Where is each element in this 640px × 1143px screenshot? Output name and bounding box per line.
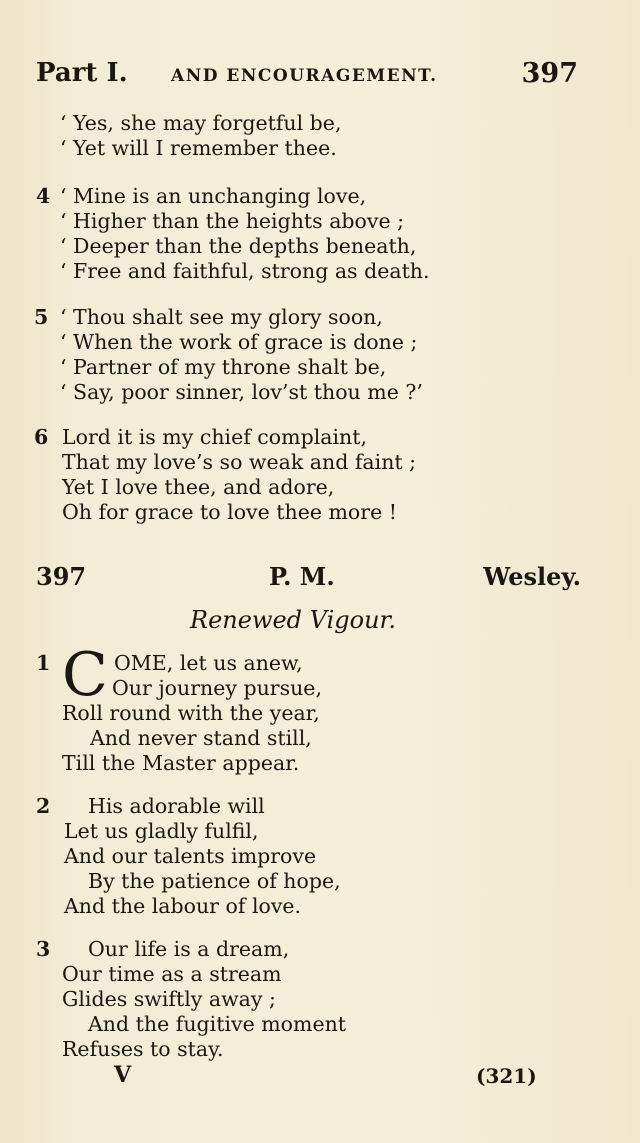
verse-line: By the patience of hope, — [88, 869, 341, 893]
verse-line: Till the Master appear. — [62, 751, 300, 775]
verse-line: And the fugitive moment — [88, 1012, 347, 1036]
verse-line: Our life is a dream, — [88, 937, 290, 961]
verse-line: Lord it is my chief complaint, — [62, 425, 367, 449]
stanza-number: 6 — [34, 425, 49, 449]
verse-line: ‘ Free and faithful, strong as death. — [60, 259, 430, 283]
verse-line: And never stand still, — [90, 726, 312, 750]
verse-line: Our journey pursue, — [112, 676, 322, 700]
verse-line: His adorable will — [88, 794, 265, 818]
stanza-number: 2 — [36, 794, 51, 818]
verse-line: ‘ Yet will I remember thee. — [60, 136, 337, 160]
verse-line: OME, let us anew, — [114, 651, 303, 675]
verse-line: ‘ Mine is an unchanging love, — [60, 184, 367, 208]
page-hymn-number: 397 — [521, 58, 578, 89]
page-number: (321) — [476, 1064, 537, 1088]
hymn-meter: P. M. — [269, 562, 335, 591]
hymn-number: 397 — [36, 562, 87, 591]
verse-line: That my love’s so weak and faint ; — [62, 450, 417, 474]
stanza-number: 3 — [36, 937, 51, 961]
part-label: Part I. — [36, 58, 128, 88]
verse-line: ‘ Thou shalt see my glory soon, — [60, 305, 383, 329]
section-title: AND ENCOURAGEMENT. — [171, 66, 438, 86]
verse-line: Oh for grace to love thee more ! — [62, 500, 397, 524]
verse-line: ‘ Say, poor sinner, lov’st thou me ?’ — [60, 380, 423, 404]
verse-line: ‘ Partner of my throne shalt be, — [60, 355, 387, 379]
verse-line: ‘ Deeper than the depths beneath, — [60, 234, 417, 258]
verse-line: Glides swiftly away ; — [62, 987, 276, 1011]
running-head — [36, 58, 580, 94]
signature-mark: V — [114, 1062, 132, 1088]
stanza-number: 5 — [34, 305, 49, 329]
stanza-number: 4 — [36, 184, 51, 208]
hymn-heading — [36, 562, 581, 594]
verse-line: And the labour of love. — [64, 894, 302, 918]
hymn-title: Renewed Vigour. — [190, 606, 396, 634]
verse-line: Refuses to stay. — [62, 1037, 224, 1061]
stanza-number: 1 — [36, 651, 51, 675]
verse-line: ‘ Yes, she may forgetful be, — [60, 111, 342, 135]
hymn-author: Wesley. — [483, 562, 581, 591]
verse-line: Yet I love thee, and adore, — [62, 475, 335, 499]
drop-cap: C — [62, 640, 108, 710]
verse-line: ‘ Higher than the heights above ; — [60, 209, 405, 233]
verse-line: Our time as a stream — [62, 962, 282, 986]
verse-line: And our talents improve — [64, 844, 317, 868]
verse-line: Let us gladly fulfil, — [64, 819, 259, 843]
verse-line: Roll round with the year, — [62, 701, 320, 725]
verse-line: ‘ When the work of grace is done ; — [60, 330, 418, 354]
